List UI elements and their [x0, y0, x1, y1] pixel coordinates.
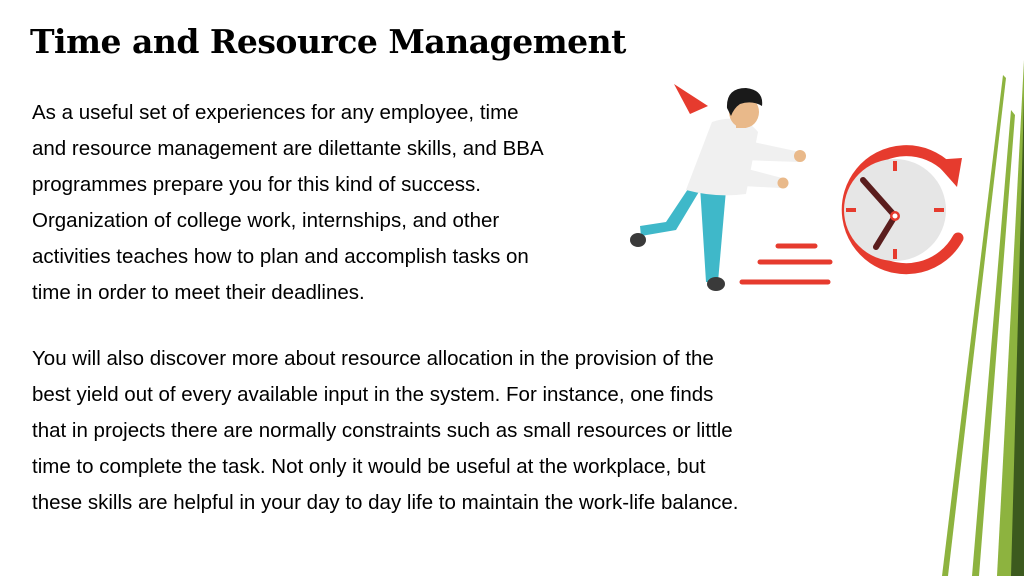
paragraph-1-line: activities teaches how to plan and accomplish tasks on	[32, 245, 529, 268]
paragraph-1-line: programmes prepare you for this kind of success.	[32, 173, 481, 196]
paragraph-2-line: You will also discover more about resource allocation in the provision of the	[32, 347, 714, 370]
paragraph-1-line: time in order to meet their deadlines.	[32, 281, 365, 304]
paragraph-2-line: time to complete the task. Not only it would be useful at the workplace, but	[32, 455, 706, 478]
paragraph-1-line: and resource management are dilettante skills, and BBA	[32, 137, 544, 160]
paragraph-2	[32, 341, 892, 521]
paragraph-1	[32, 95, 632, 311]
slide-title: Time and Resource Management	[30, 22, 626, 61]
paragraph-2-line: that in projects there are normally constraints such as small resources or little	[32, 419, 733, 442]
decorative-stripes	[920, 0, 1024, 576]
speed-lines-icon	[742, 246, 830, 282]
paragraph-1-line: As a useful set of experiences for any employee, time	[32, 101, 519, 124]
paragraph-1-line: Organization of college work, internships, and other	[32, 209, 500, 232]
paragraph-2-line: these skills are helpful in your day to day life to maintain the work-life balance.	[32, 491, 739, 514]
paragraph-2-line: best yield out of every available input in the system. For instance, one finds	[32, 383, 714, 406]
